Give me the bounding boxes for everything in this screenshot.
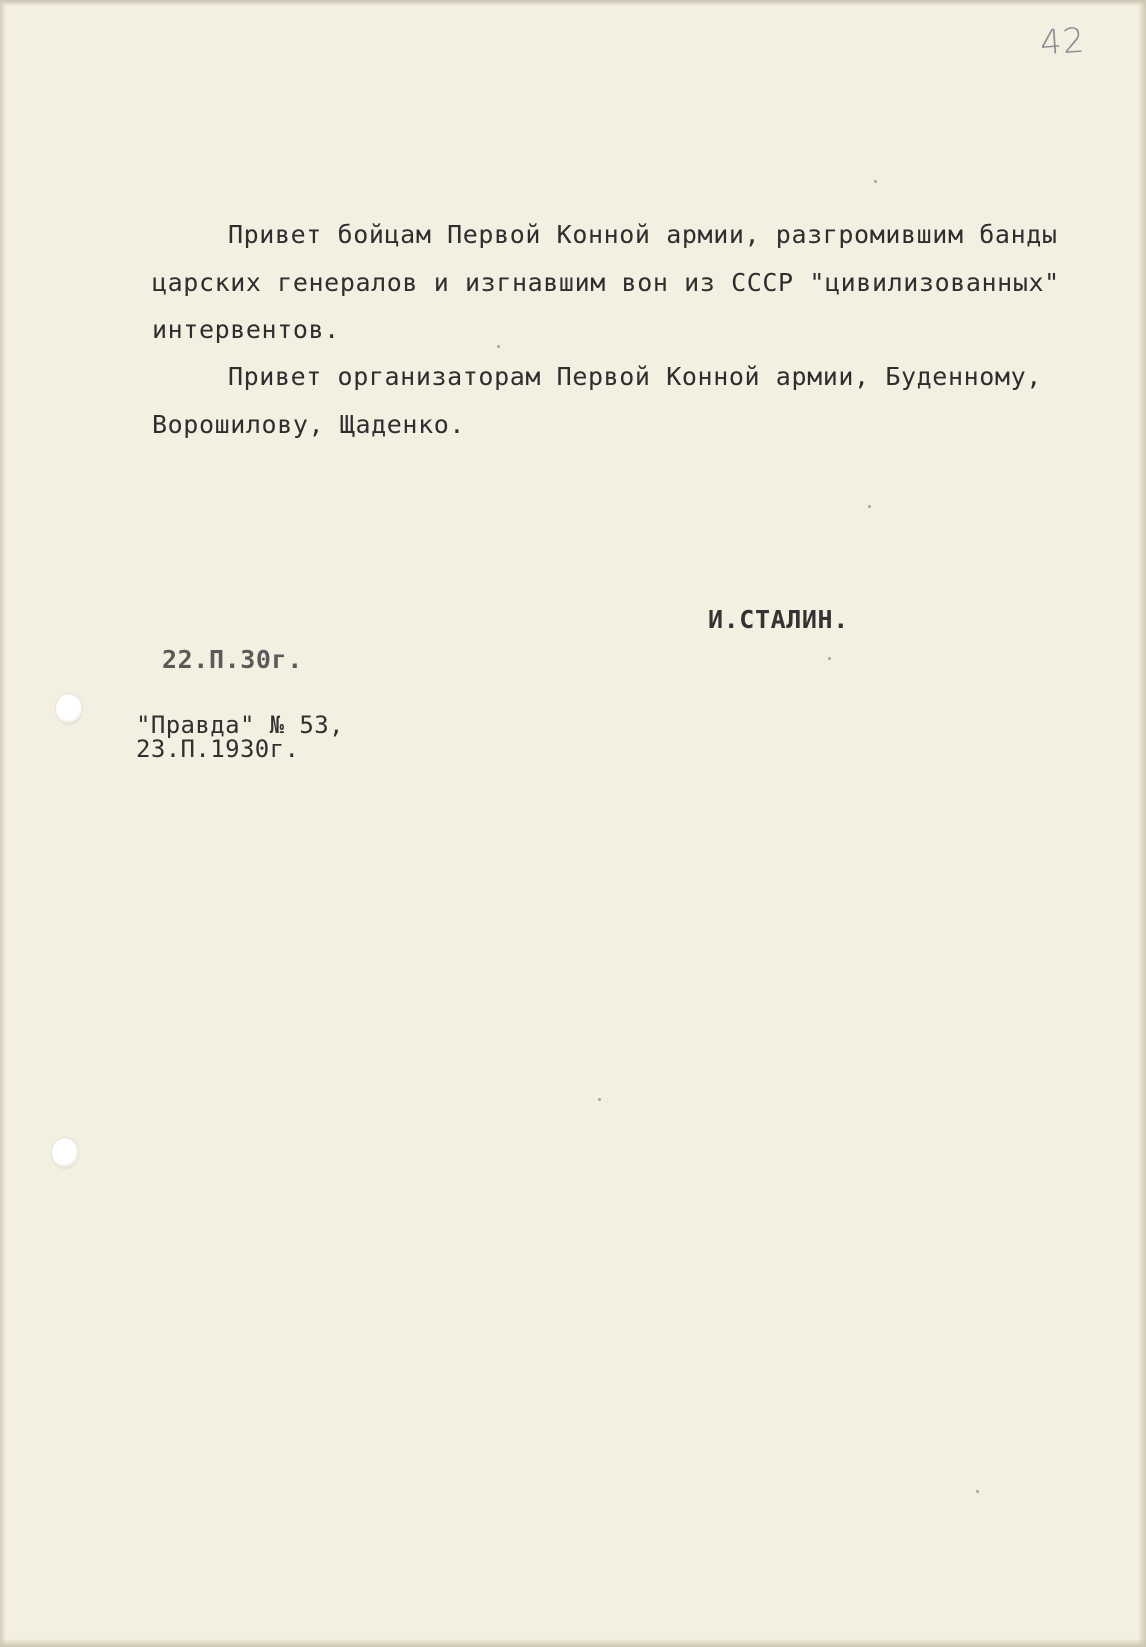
scan-edge-right	[1138, 0, 1146, 1647]
paragraph-1-line-2: царских генералов и изгнавшим вон из СССР "цивилизованных"	[152, 268, 1060, 297]
paper-speck	[976, 1490, 979, 1493]
scan-edge-bottom	[0, 1639, 1146, 1647]
punch-hole-bottom	[52, 1138, 78, 1168]
paragraph-2-line-2: Ворошилову, Щаденко.	[152, 410, 466, 439]
paper-speck	[868, 505, 871, 508]
signature: И.СТАЛИН.	[708, 605, 849, 634]
scan-edge-left	[0, 0, 6, 1647]
paragraph-2-line-1: Привет организаторам Первой Конной армии, Буденному,	[228, 362, 1042, 391]
source-note-line-2: 23.П.1930г.	[136, 735, 300, 763]
paper-speck	[497, 345, 500, 348]
paragraph-1-line-3: интервентов.	[152, 315, 340, 344]
scan-edge-top	[0, 0, 1146, 6]
paper-speck	[598, 1098, 601, 1101]
punch-hole-top	[56, 694, 82, 724]
source-note-line-1: "Правда" № 53,	[136, 711, 344, 739]
folio-number: 42	[1038, 20, 1087, 64]
paper-speck	[874, 180, 877, 183]
letter-date: 22.П.30г.	[162, 645, 303, 674]
paragraph-1-line-1: Привет бойцам Первой Конной армии, разгромившим банды	[228, 220, 1058, 249]
paper-speck	[828, 657, 831, 660]
